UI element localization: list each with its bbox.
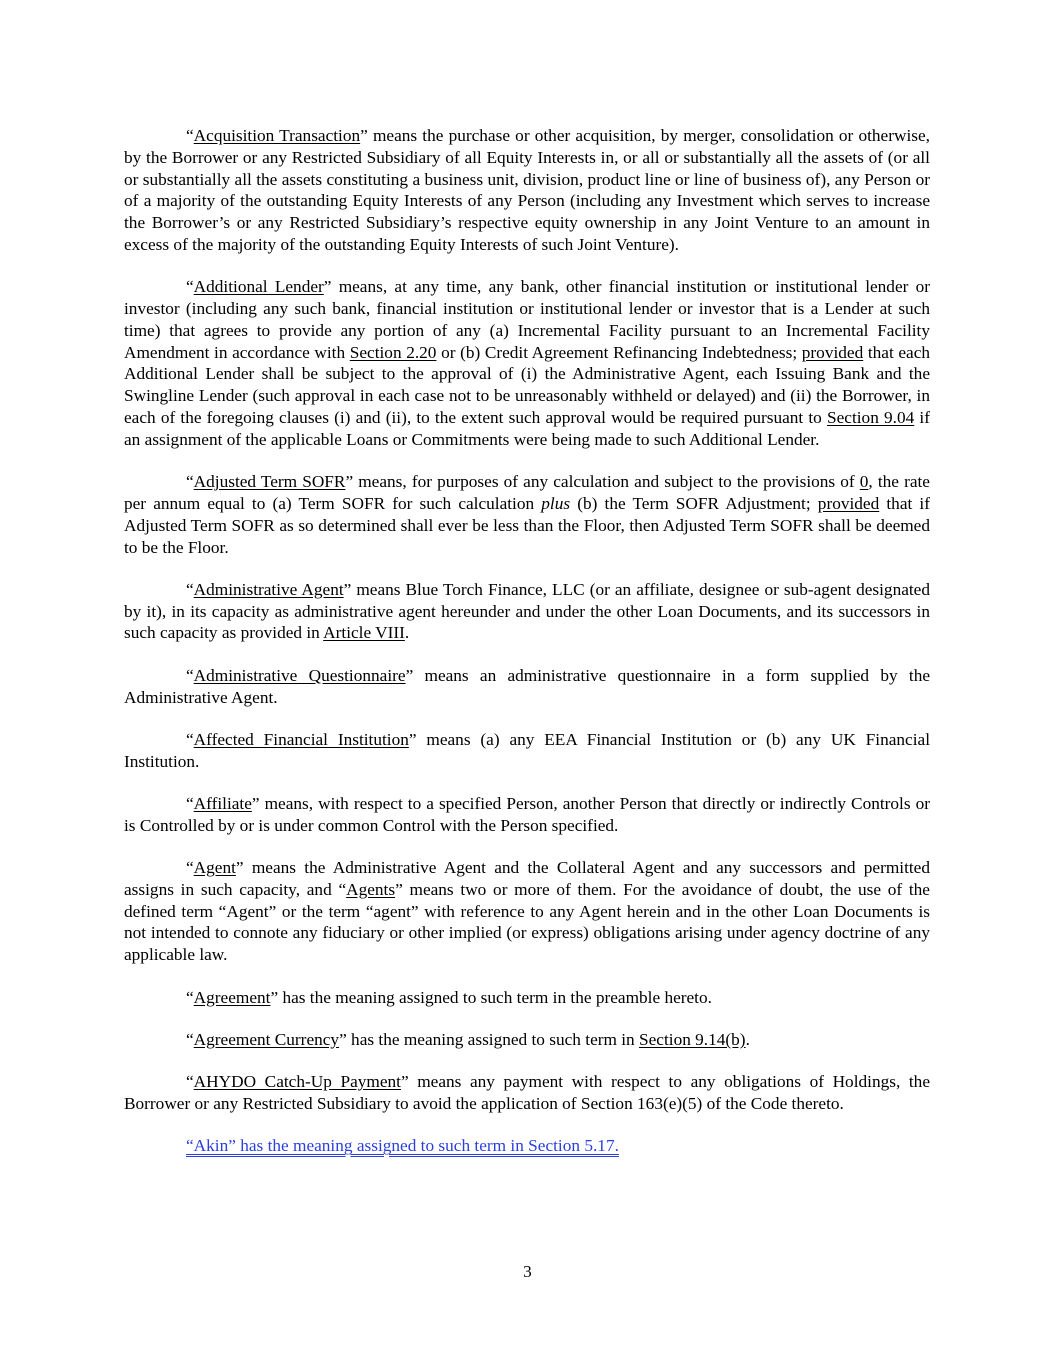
section-reference: Section 9.14(b) [639,1029,746,1049]
definition-text: if an assignment of the applicable Loans or Commitments were being made to such Additional Lender. [124,408,930,449]
definition-text: has the meaning assigned to such term in the preamble hereto. [278,987,712,1007]
section-reference: Section 2.20 [349,342,437,362]
document-page [124,125,930,1177]
defined-term: Additional Lender [193,277,324,297]
defined-term: Agreement [193,987,271,1007]
defined-term: Agreement Currency [193,1029,340,1049]
defined-term: Administrative Questionnaire [193,665,406,685]
definition-text: or (b) Credit Agreement Refinancing Indebtedness; [436,342,802,362]
definition-text: that each Additional Lender shall be subject to the approval of (i) the Administrative Agent, each Issuing Bank and the Swingline Lender (such approval in each case not to be unreasonably withheld or delayed) and (ii) the Borrower, in each of the foregoing clauses (i) and (ii), to the extent such approval would be required pursuant to [124,342,931,428]
definition-text: means (a) any EEA Financial Institution or (b) any UK Financial Institution. [124,729,930,771]
definition-text: means, for purposes of any calculation and subject to the provisions of [353,472,860,492]
definition-akin-inserted [124,1135,930,1157]
definition-administrative-agent: “Administrative Agent” means Blue Torch Finance, LLC (or an affiliate, designee or sub-agent designated by it), in its capacity as administrative agent hereunder and under the other Loan Documents, and its successors in such capacity as provided in Article VIII. [124,579,930,643]
section-reference: Article VIII [323,623,405,643]
definition-affected-financial-institution: “Affected Financial Institution” means (a) any EEA Financial Institution or (b) any UK Financial Institution. [124,729,930,771]
definition-acquisition-transaction: “Acquisition Transaction” means the purchase or other acquisition, by merger, consolidation or otherwise, by the Borrower or any Restricted Subsidiary of all Equity Interests in, or all or substantially all the assets of (or all or substantially all the assets constituting a business unit, division, product line or line of business of), any Person or of a majority of the outstanding Equity Interests of any Person (including any Investment which serves to increase the Borrower’s or any Restricted Subsidiary’s respective equity ownership in any Joint Venture to an amount in excess of the majority of the outstanding Equity Interests of such Joint Venture). [124,126,930,254]
definition-text: means an administrative questionnaire in a form supplied by the Administrative Agent. [124,665,931,707]
definition-text: means any payment with respect to any obligations of Holdings, the Borrower or any Restricted Subsidiary to avoid the application of Section 163(e)(5) of the Code thereto. [124,1072,930,1113]
defined-term: Affiliate [193,793,252,813]
definition-text: . [745,1029,750,1049]
provided-keyword: provided [801,342,864,362]
definition-text: that if Adjusted Term SOFR as so determined shall ever be less than the Floor, then Adjusted Term SOFR shall be deemed to be the Floor. [124,493,930,557]
defined-term: Agents [346,879,396,899]
definition-agent: “Agent” means the Administrative Agent and the Collateral Agent and any successors and permitted assigns in such capacity, and “Agents” means two or more of them. For the avoidance of doubt, the use of the defined term “Agent” or the term “agent” with reference to any Agent herein and in the other Loan Documents is not intended to connote any fiduciary or other implied (or express) obligations arising under agency doctrine of any applicable law. [124,858,930,965]
defined-term: AHYDO Catch-Up Payment [193,1072,401,1092]
definition-affiliate: “Affiliate” means, with respect to a specified Person, another Person that directly or indirectly Controls or is Controlled by or is under common Control with the Person specified. [124,793,930,835]
plus-keyword: plus [541,493,571,513]
section-reference: Section 9.04 [827,408,915,428]
definition-text: , the rate per annum equal to (a) Term SOFR for such calculation [124,472,930,513]
definition-agreement-currency: “Agreement Currency” has the meaning assigned to such term in Section 9.14(b). [186,1029,750,1049]
definition-text: means the Administrative Agent and the Collateral Agent and any successors and permitted assigns in such capacity, and “ [124,858,930,899]
inserted-redline-text: “Akin” has the meaning assigned to such term in Section 5.17. [186,1136,619,1156]
definition-adjusted-term-sofr: “Adjusted Term SOFR” means, for purposes of any calculation and subject to the provisions of 0, the rate per annum equal to (a) Term SOFR for such calculation plus (b) the Term SOFR Adjustment; provided that if Adjusted Term SOFR as so determined shall ever be less than the Floor, then Adjusted Term SOFR shall be deemed to be the Floor. [124,472,930,557]
defined-term: Affected Financial Institution [193,729,409,749]
definition-text: means the purchase or other acquisition, by merger, consolidation or otherwise, by the Borrower or any Restricted Subsidiary of all Equity Interests in, or all or substantially all the assets of (or all or substantially all the assets constituting a business unit, division, product line or line of business of), any Person or of a majority of the outstanding Equity Interests of any Person (including any Investment which serves to increase the Borrower’s or any Restricted Subsidiary’s respective equity ownership in any Joint Venture to an amount in excess of the majority of the outstanding Equity Interests of such Joint Venture). [124,126,930,254]
definition-text: (b) the Term SOFR Adjustment; [570,493,818,513]
defined-term: Acquisition Transaction [193,126,361,145]
section-reference: 0 [859,472,869,492]
defined-term: Adjusted Term SOFR [193,472,346,492]
definition-text: means Blue Torch Finance, LLC (or an affiliate, designee or sub-agent designated by it), in its capacity as administrative agent hereunder and under the other Loan Documents, and its successors in such capacity as provided in [124,579,930,643]
definition-text: ” means two or more of them. For the avoidance of doubt, the use of the defined term “Agent” or the term “agent” with reference to any Agent herein and in the other Loan Documents is not intended to connote any fiduciary or other implied (or express) obligations arising under agency doctrine of any applicable law. [124,879,930,965]
provided-keyword: provided [817,493,880,513]
definition-administrative-questionnaire: “Administrative Questionnaire” means an administrative questionnaire in a form supplied by the Administrative Agent. [124,665,931,707]
defined-term: Agent [193,858,236,878]
definition-text: . [404,623,410,643]
definition-agreement: “Agreement” has the meaning assigned to such term in the preamble hereto. [186,987,712,1007]
definition-ahydo-catch-up-payment: “AHYDO Catch-Up Payment” means any payment with respect to any obligations of Holdings, the Borrower or any Restricted Subsidiary to avoid the application of Section 163(e)(5) of the Code thereto. [124,1072,930,1113]
defined-term: Administrative Agent [193,579,344,599]
definition-text: means, with respect to a specified Person, another Person that directly or indirectly Controls or is Controlled by or is under common Control with the Person specified. [124,793,930,835]
page-number: 3 [523,1262,532,1281]
definition-additional-lender: “Additional Lender” means, at any time, any bank, other financial institution or institutional lender or investor (including any such bank, financial institution or institutional lender or investor that is a Lender at such time) that agrees to provide any portion of any (a) Incremental Facility pursuant to an Incremental Facility Amendment in accordance with Section 2.20 or (b) Credit Agreement Refinancing Indebtedness; provided that each Additional Lender shall be subject to the approval of (i) the Administrative Agent, each Issuing Bank and the Swingline Lender (such approval in each case not to be unreasonably withheld or delayed) and (ii) the Borrower, in each of the foregoing clauses (i) and (ii), to the extent such approval would be required pursuant to Section 9.04 if an assignment of the applicable Loans or Commitments were being made to such Additional Lender. [124,277,931,449]
definition-text: means, at any time, any bank, other financial institution or institutional lender or investor (including any such bank, financial institution or institutional lender or investor that is a Lender at such time) that agrees to provide any portion of any (a) Incremental Facility pursuant to an Incremental Facility Amendment in accordance with [124,277,931,362]
definition-text: has the meaning assigned to such term in [346,1029,640,1049]
